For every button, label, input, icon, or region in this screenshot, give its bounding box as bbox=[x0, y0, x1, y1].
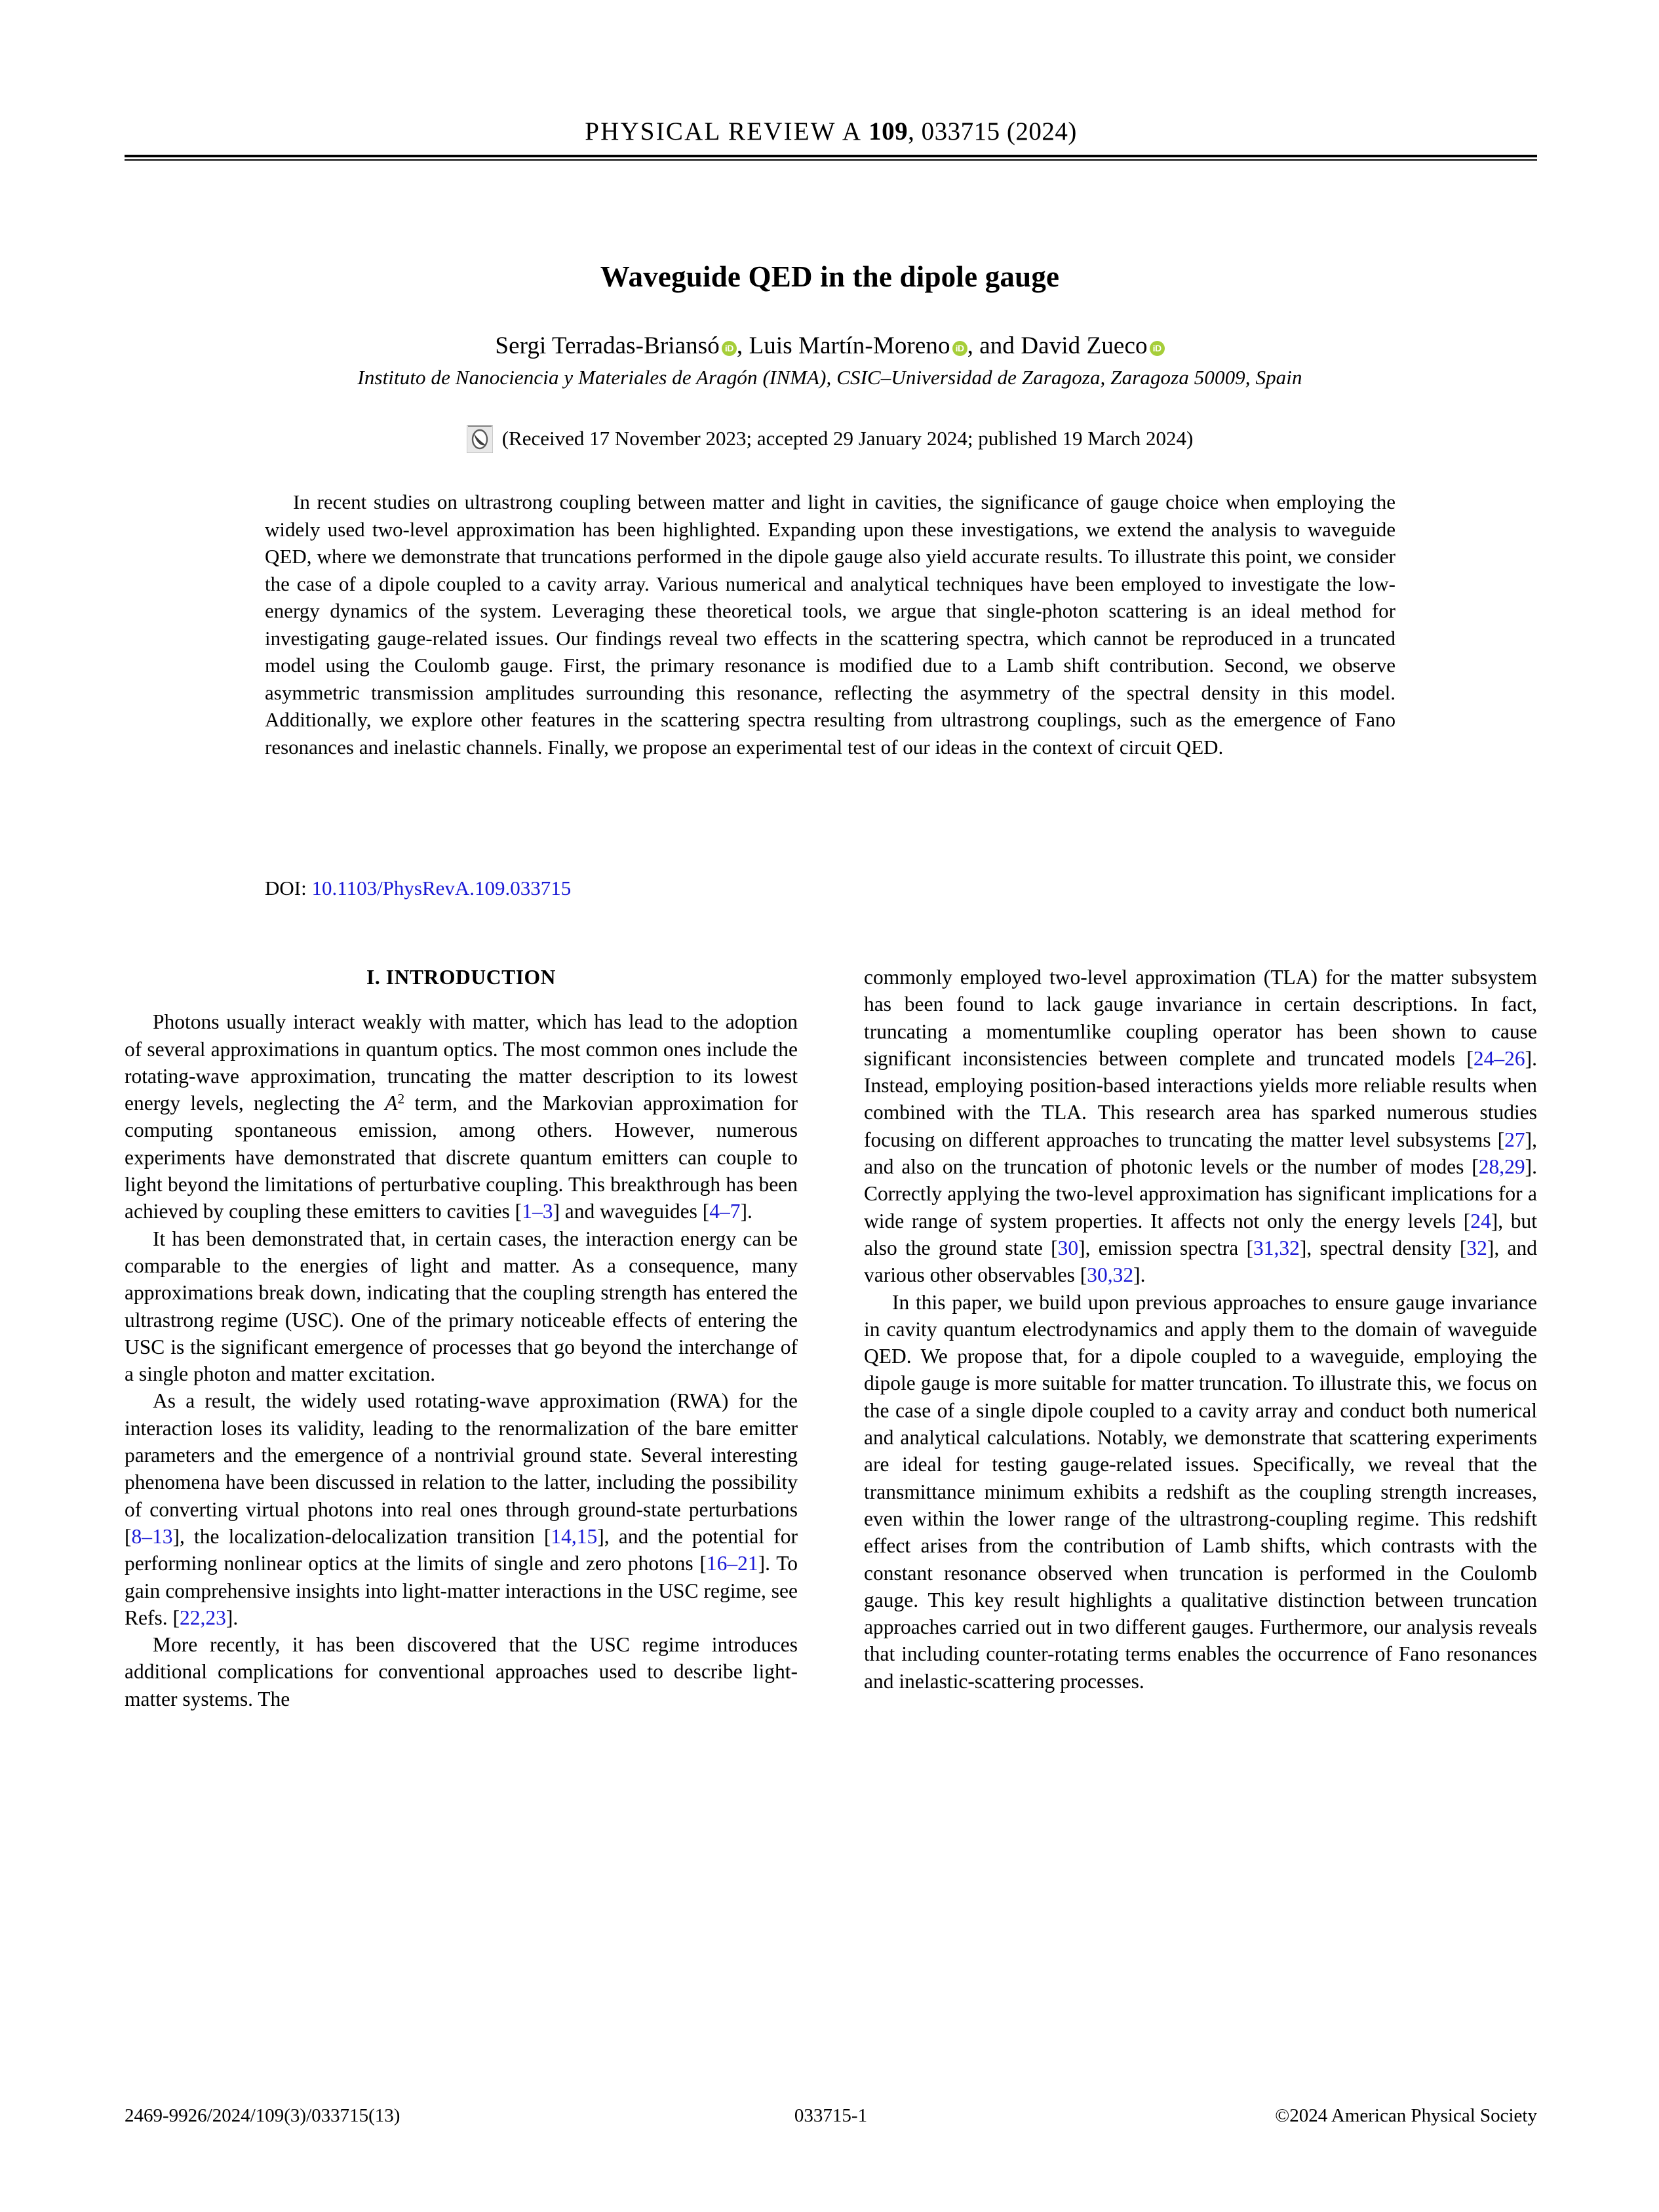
doi-link[interactable]: 10.1103/PhysRevA.109.033715 bbox=[311, 877, 572, 899]
text-run: ]. To gain comprehensive insights into light-matter interactions in the USC regime, see Refs. [ bbox=[125, 1552, 798, 1629]
article-locator: , 033715 (2024) bbox=[908, 117, 1077, 146]
header-rule-bottom bbox=[125, 159, 1537, 161]
citation-link[interactable]: 22,23 bbox=[179, 1606, 226, 1629]
page-title: Waveguide QED in the dipole gauge bbox=[600, 260, 1060, 293]
orcid-icon[interactable]: iD bbox=[952, 341, 967, 356]
text-run: More recently, it has been discovered that the USC regime introduces additional complications for conventional approaches used to describe light-matter systems. The bbox=[125, 1633, 798, 1710]
citation-link[interactable]: 8–13 bbox=[131, 1524, 173, 1548]
journal-name: PHYSICAL REVIEW A bbox=[585, 117, 869, 146]
paragraph bbox=[125, 1631, 798, 1712]
paragraph bbox=[864, 964, 1537, 1289]
copyright-notice: ©2024 American Physical Society bbox=[1275, 2105, 1537, 2126]
orcid-icon[interactable]: iD bbox=[722, 341, 737, 356]
text-run: ], emission spectra [ bbox=[1078, 1236, 1253, 1259]
citation-link[interactable]: 16–21 bbox=[706, 1552, 758, 1575]
author-name-1: Sergi Terradas-Briansó bbox=[495, 332, 720, 359]
article-body bbox=[125, 964, 1537, 2039]
citation-link[interactable]: 4–7 bbox=[709, 1200, 741, 1223]
doi-line bbox=[265, 877, 571, 900]
column-right bbox=[864, 964, 1537, 1695]
publication-dates: (Received 17 November 2023; accepted 29 January 2024; published 19 March 2024) bbox=[501, 427, 1194, 450]
text-run: ], the localization-delocalization transition [ bbox=[172, 1524, 551, 1548]
affiliation: Instituto de Nanociencia y Materiales de Aragón (INMA), CSIC–Universidad de Zaragoza, Zaragoza 50009, Spain bbox=[357, 366, 1302, 389]
math-symbol-A: A bbox=[385, 1092, 398, 1115]
paragraph bbox=[125, 1387, 798, 1631]
abstract: In recent studies on ultrastrong coupling between matter and light in cavities, the significance of gauge choice when employing the widely used two-level approximation has been highlighted. Expanding upon these investigations, we extend the analysis to waveguide QED, where we demonstrate that truncations performed in the dipole gauge also yield accurate results. To illustrate this point, we consider the case of a dipole coupled to a cavity array. Various numerical and analytical techniques have been employed to investigate the low-energy dynamics of the system. Leveraging these theoretical tools, we argue that single-photon scattering is an ideal method for investigating gauge-related issues. Our findings reveal two effects in the scattering spectra, which cannot be reproduced in a truncated model using the Coulomb gauge. First, the primary resonance is modified due to a Lamb shift contribution. Second, we observe asymmetric transmission amplitudes surrounding this resonance, reflecting the asymmetry of the spectral density in this model. Additionally, we explore other features in the scattering spectra resulting from ultrastrong couplings, such as the emergence of Fano resonances and inelastic channels. Finally, we propose an experimental test of our ideas in the context of circuit QED. bbox=[265, 490, 1396, 759]
author-name-3: , and David Zueco bbox=[967, 332, 1148, 359]
text-run: ], spectral density [ bbox=[1299, 1236, 1467, 1259]
author-list bbox=[207, 331, 1453, 361]
math-exponent: 2 bbox=[397, 1091, 405, 1107]
citation-link[interactable]: 24 bbox=[1470, 1209, 1491, 1233]
citation-link[interactable]: 14,15 bbox=[551, 1524, 598, 1548]
paragraph bbox=[864, 1289, 1537, 1695]
text-run: ], and various other observables [ bbox=[864, 1236, 1537, 1287]
text-run: ]. Instead, employing position-based interactions yields more reliable results when combined with the TLA. This research area has sparked numerous studies focusing on different approaches to truncating the matter level subsystems [ bbox=[864, 1046, 1537, 1151]
text-run: ] and waveguides [ bbox=[553, 1200, 710, 1223]
page-number: 033715-1 bbox=[794, 2105, 868, 2126]
citation-link[interactable]: 28,29 bbox=[1478, 1155, 1525, 1179]
column-left bbox=[125, 964, 798, 1712]
citation-link[interactable]: 32 bbox=[1466, 1236, 1487, 1259]
header-rule-top bbox=[125, 155, 1537, 157]
issn-identifier: 2469-9926/2024/109(3)/033715(13) bbox=[125, 2105, 400, 2126]
citation-link[interactable]: 30,32 bbox=[1087, 1263, 1134, 1287]
text-run: ]. bbox=[740, 1200, 752, 1223]
running-head bbox=[125, 117, 1537, 146]
text-run: ]. bbox=[225, 1606, 239, 1629]
text-run: As a result, the widely used rotating-wave approximation (RWA) for the interaction loses its validity, leading to the renormalization of the bare emitter parameters and the emergence of a nontrivial ground state. Several interesting phenomena have been discussed in relation to the latter, including the possibility of converting virtual photons into real ones through ground-state perturbations [ bbox=[125, 1389, 798, 1548]
author-name-2: , Luis Martín-Moreno bbox=[736, 332, 950, 359]
citation-link[interactable]: 31,32 bbox=[1253, 1236, 1300, 1259]
volume-number: 109 bbox=[869, 117, 908, 146]
text-run: Photons usually interact weakly with matter, which has lead to the adoption of several approximations in quantum optics. The most common ones include the rotating-wave approximation, truncating the matter description to its lowest energy levels, neglecting the bbox=[125, 1010, 798, 1115]
text-run: ], and the potential for performing nonlinear optics at the limits of single and zero photons [ bbox=[125, 1524, 798, 1575]
orcid-icon[interactable]: iD bbox=[1150, 341, 1165, 356]
text-run: ]. Correctly applying the two-level approximation has significant implications for a wide range of system properties. It affects not only the energy levels [ bbox=[864, 1155, 1537, 1233]
section-heading-introduction: I. INTRODUCTION bbox=[366, 966, 556, 989]
paragraph bbox=[125, 1225, 798, 1388]
text-run: ], and also on the truncation of photonic levels or the number of modes [ bbox=[864, 1128, 1537, 1179]
citation-link[interactable]: 1–3 bbox=[522, 1200, 553, 1223]
paragraph bbox=[125, 1008, 798, 1225]
text-run: ]. bbox=[1133, 1263, 1146, 1287]
text-run: ], but also the ground state [ bbox=[864, 1209, 1537, 1259]
publication-dates-line bbox=[207, 423, 1453, 453]
text-run: In this paper, we build upon previous approaches to ensure gauge invariance in cavity quantum electrodynamics and apply them to the domain of waveguide QED. We propose that, for a dipole coupled to a waveguide, employing the dipole gauge is more suitable for matter truncation. To illustrate this, we focus on the case of a single dipole coupled to a cavity array and conduct both numerical and analytical calculations. Notably, we demonstrate that scattering experiments are ideal for testing gauge-related issues. Specifically, we reveal that the transmittance minimum exhibits a redshift as the coupling strength increases, even within the lower range of the ultrastrong-coupling regime. This redshift effect arises from the contribution of Lamb shifts, which contrasts with the constant resonance observed when truncation is performed in the Coulomb gauge. This key result highlights a qualitative distinction between truncation approaches carried out in two different gauges. Furthermore, our analysis reveals that including counter-rotating terms enables the occurrence of Fano resonances and inelastic-scattering processes. bbox=[864, 1290, 1537, 1693]
doi-label: DOI: bbox=[265, 877, 312, 899]
citation-link[interactable]: 27 bbox=[1504, 1128, 1525, 1151]
citation-link[interactable]: 24–26 bbox=[1473, 1046, 1525, 1070]
text-run: commonly employed two-level approximation (TLA) for the matter subsystem has been found to lack gauge invariance in certain descriptions. In fact, truncating a momentumlike coupling operator has been shown to cause significant inconsistencies between complete and truncated models [ bbox=[864, 966, 1537, 1070]
crossmark-icon[interactable] bbox=[467, 423, 493, 453]
text-run: term, and the Markovian approximation for computing spontaneous emission, among others. However, numerous experiments have demonstrated that discrete quantum emitters can couple to light beyond the limitations of perturbative coupling. This breakthrough has been achieved by coupling these emitters to cavities [ bbox=[125, 1092, 798, 1223]
text-run: It has been demonstrated that, in certain cases, the interaction energy can be comparable to the energies of light and matter. As a consequence, many approximations break down, indicating that the coupling strength has entered the ultrastrong regime (USC). One of the primary noticeable effects of entering the USC is the significant emergence of processes that go beyond the interchange of a single photon and matter excitation. bbox=[125, 1227, 798, 1386]
citation-link[interactable]: 30 bbox=[1057, 1236, 1079, 1259]
